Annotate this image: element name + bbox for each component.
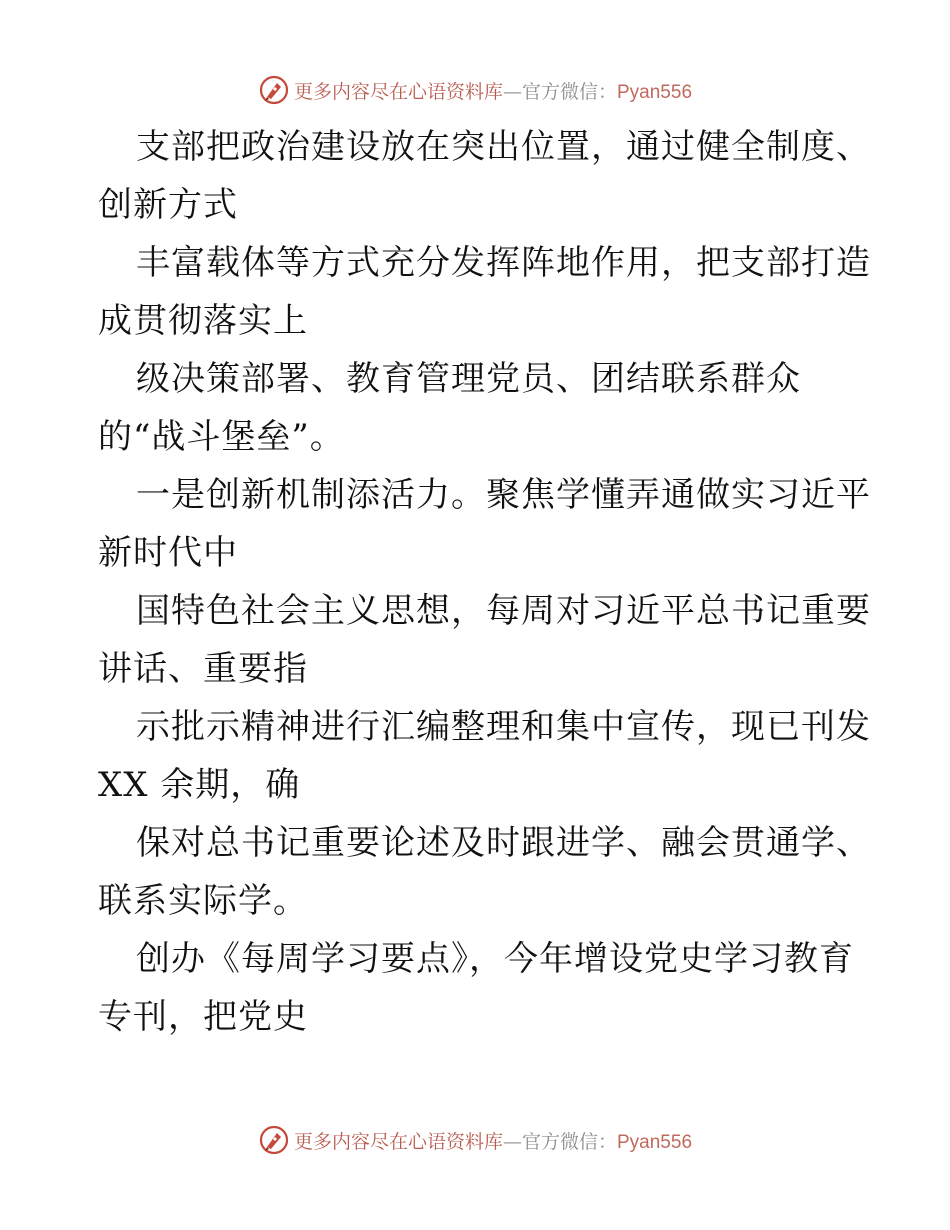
pen-nib-logo-icon: [258, 1124, 290, 1156]
text-line: 支部把政治建设放在突出位置，通过健全制度、: [136, 127, 871, 167]
text-line: 国特色社会主义思想，每周对习近平总书记重要: [136, 591, 871, 631]
watermark-text: [294, 77, 692, 104]
text-line: 专刊，把党史: [98, 997, 308, 1037]
text-line: 示批示精神进行汇编整理和集中宣传，现已刊发: [136, 707, 871, 747]
watermark-label: 官方微信：: [521, 1130, 617, 1153]
text-line: 创新方式: [98, 185, 238, 225]
watermark-brand: 更多内容尽在心语资料库: [293, 1130, 503, 1153]
watermark-id: Pyan556: [617, 1131, 693, 1153]
document-body: [98, 118, 871, 1046]
watermark-id: Pyan556: [617, 81, 693, 103]
text-line: 保对总书记重要论述及时跟进学、融会贯通学、: [136, 823, 871, 863]
watermark-separator: —: [502, 80, 522, 103]
text-line: 创办《每周学习要点》，今年增设党史学习教育: [136, 939, 854, 979]
text-line: XX 余期，确: [98, 765, 301, 805]
text-line: 新时代中: [98, 533, 238, 573]
watermark-separator: —: [502, 1130, 522, 1153]
text-line: 成贯彻落实上: [98, 301, 308, 341]
watermark-brand: 更多内容尽在心语资料库: [293, 80, 503, 103]
text-line: 级决策部署、教育管理党员、团结联系群众: [136, 359, 801, 399]
footer-watermark: [0, 1120, 950, 1160]
text-line: 一是创新机制添活力。聚焦学懂弄通做实习近平: [136, 475, 871, 515]
text-line: 的“战斗堡垒”。: [98, 417, 345, 457]
watermark-label: 官方微信：: [521, 80, 617, 103]
text-line: 联系实际学。: [98, 881, 308, 921]
pen-nib-logo-icon: [258, 74, 290, 106]
text-line: 讲话、重要指: [98, 649, 308, 689]
header-watermark: [0, 70, 950, 110]
text-line: 丰富载体等方式充分发挥阵地作用，把支部打造: [136, 243, 871, 283]
watermark-text: [294, 1127, 692, 1154]
